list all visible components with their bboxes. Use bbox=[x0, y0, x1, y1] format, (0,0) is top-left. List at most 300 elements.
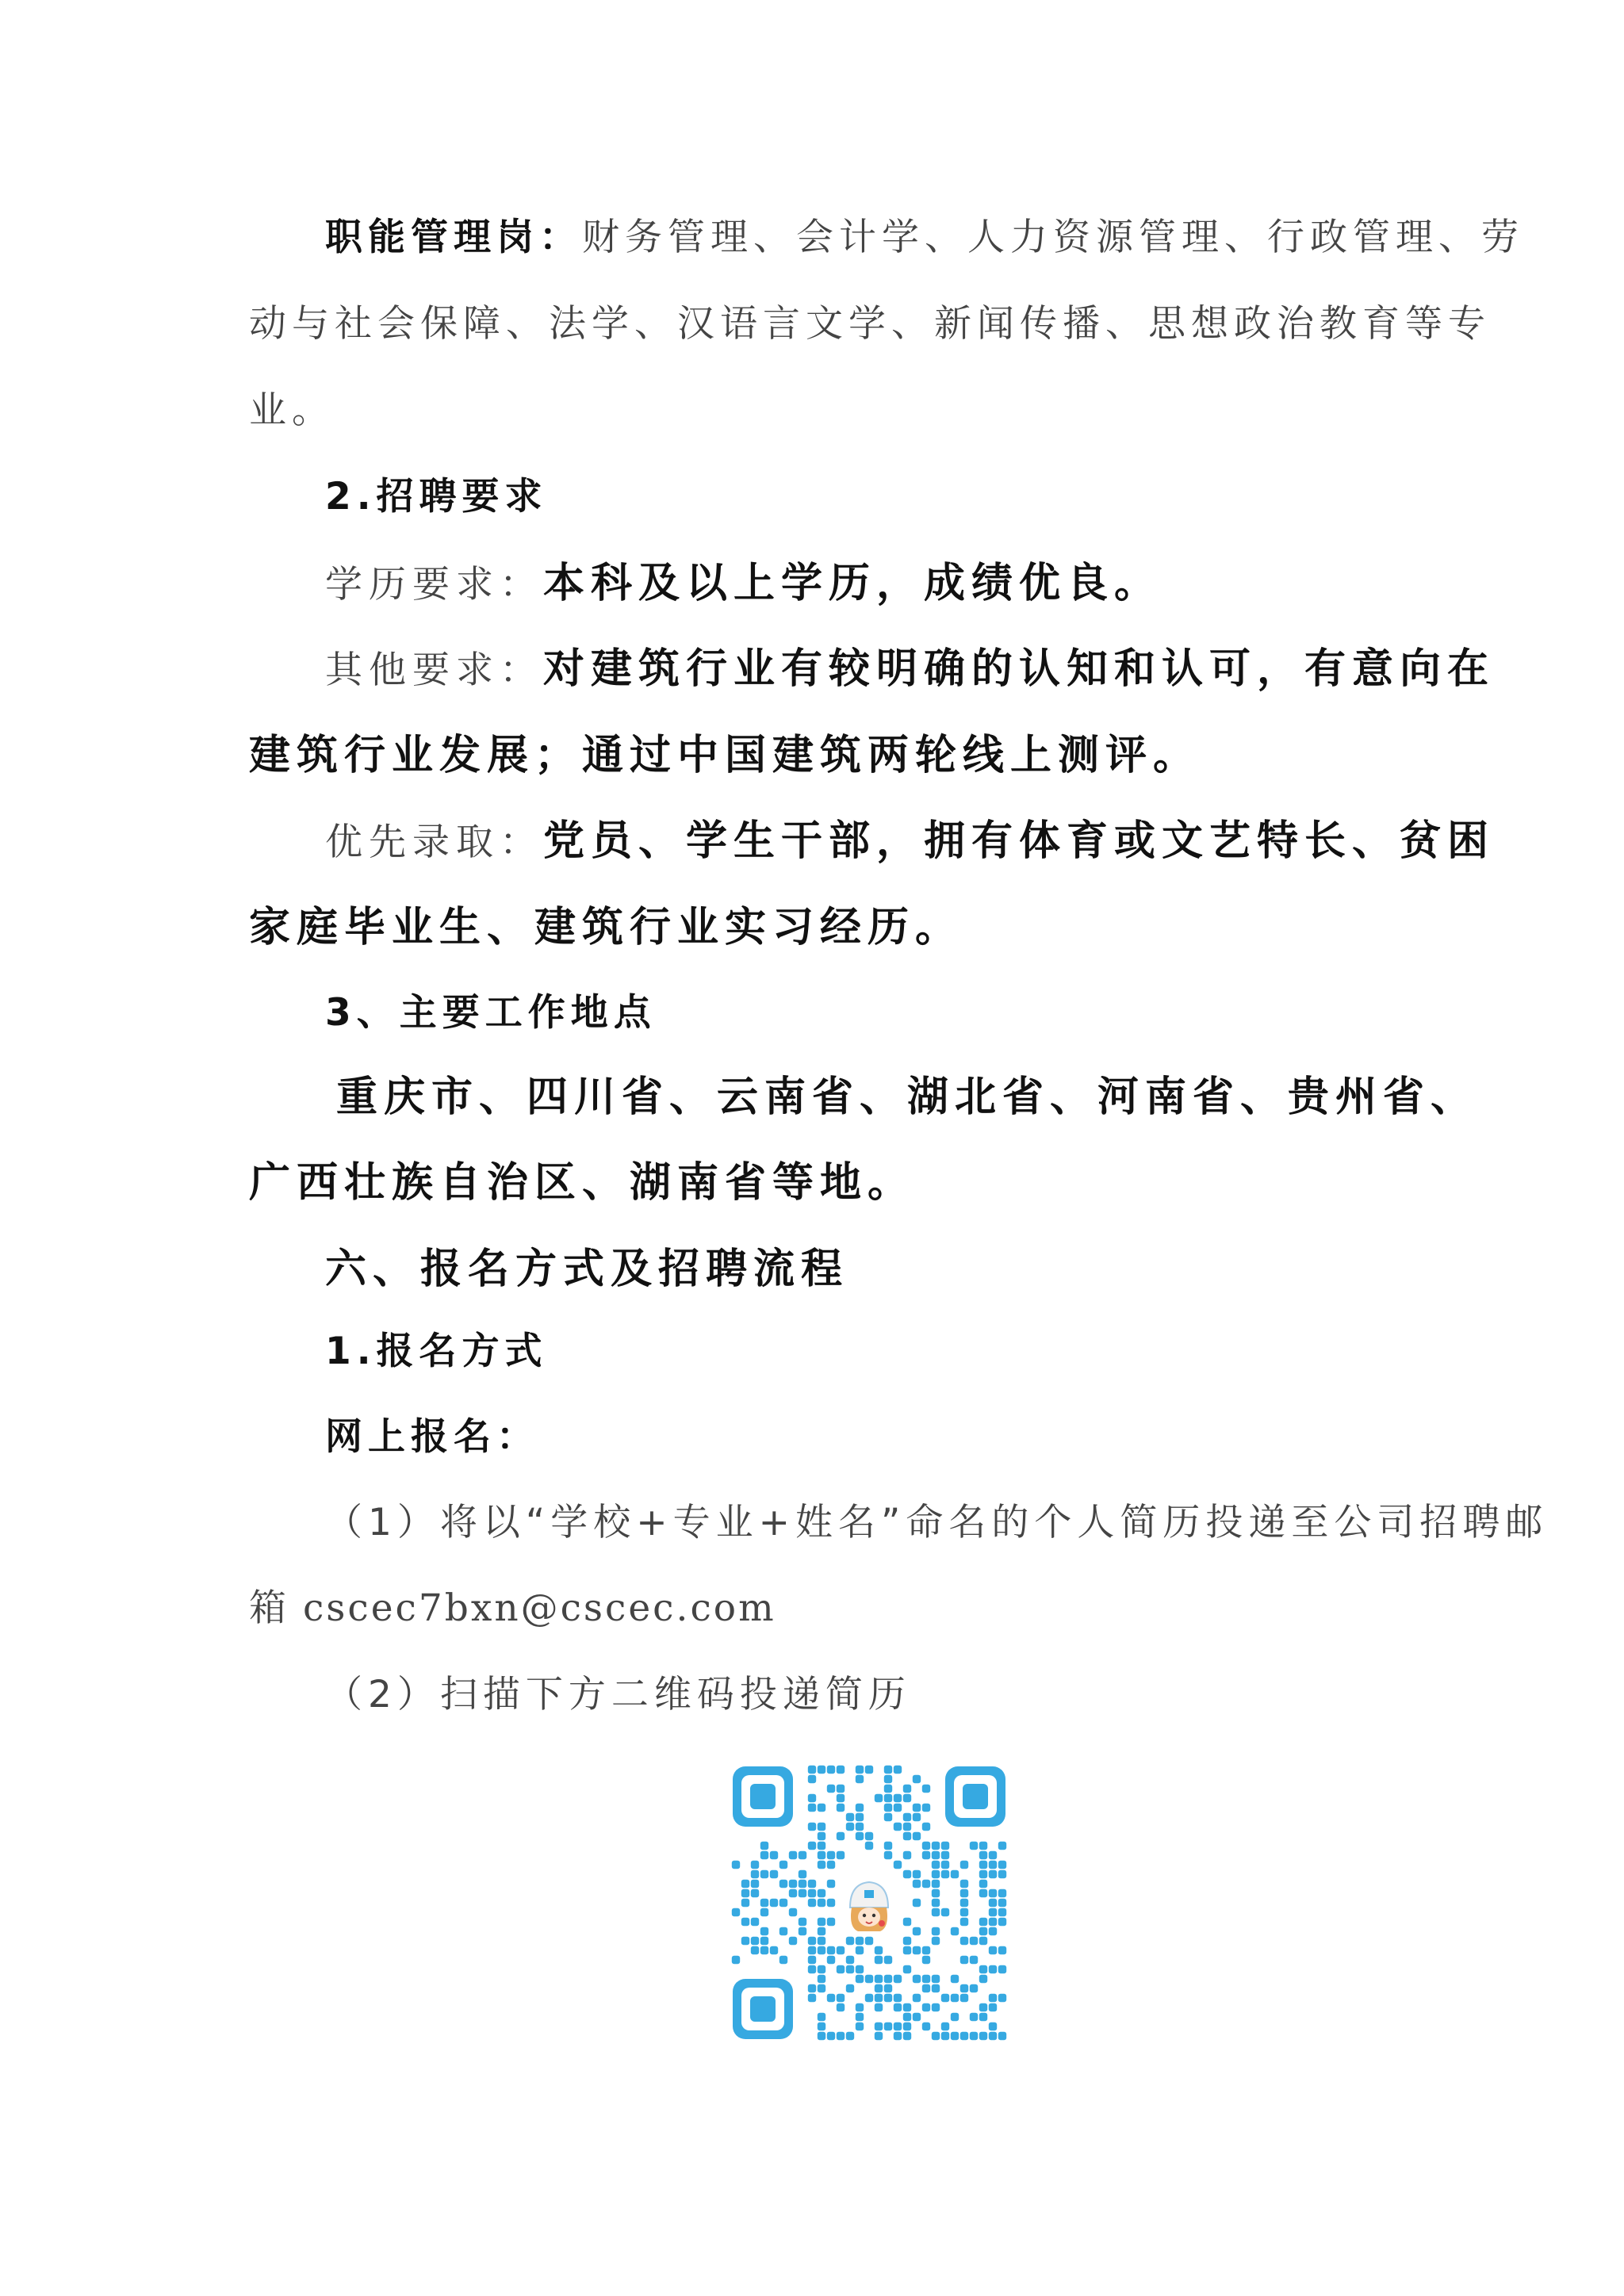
qr-module bbox=[989, 1946, 997, 1954]
qr-module bbox=[960, 1937, 968, 1945]
qr-module bbox=[808, 1899, 816, 1907]
qr-module bbox=[932, 1889, 940, 1897]
qr-module bbox=[865, 1832, 873, 1840]
qr-module bbox=[951, 2032, 959, 2040]
qr-module bbox=[846, 1813, 854, 1821]
qr-module bbox=[875, 1794, 883, 1802]
qr-module bbox=[827, 1946, 835, 1954]
qr-module bbox=[998, 1899, 1006, 1907]
qr-module bbox=[884, 1766, 892, 1774]
qr-module bbox=[818, 1937, 825, 1945]
qr-module bbox=[998, 1994, 1006, 2002]
qr-module bbox=[751, 1880, 759, 1888]
qr-module bbox=[884, 1851, 892, 1859]
qr-module bbox=[941, 1861, 949, 1869]
qr-module bbox=[818, 2022, 825, 2030]
qr-module bbox=[856, 1937, 864, 1945]
qr-module bbox=[818, 1861, 825, 1869]
qr-module bbox=[932, 1851, 940, 1859]
qr-module bbox=[894, 1861, 902, 1869]
qr-module bbox=[922, 1851, 930, 1859]
qr-module bbox=[856, 2022, 864, 2030]
qr-module bbox=[818, 1975, 825, 1983]
qr-module bbox=[837, 2003, 845, 2011]
qr-module bbox=[960, 1956, 968, 1964]
item2-line: （2）扫描下方二维码投递简历 bbox=[325, 1673, 911, 1716]
qr-module bbox=[837, 1804, 845, 1812]
priority-line-1 bbox=[325, 817, 1495, 867]
qr-module bbox=[903, 1851, 911, 1859]
qr-module bbox=[799, 1918, 806, 1926]
qr-module bbox=[818, 1823, 825, 1831]
qr-module bbox=[827, 2032, 835, 2040]
qr-module bbox=[779, 1861, 787, 1869]
qr-module bbox=[808, 1889, 816, 1897]
qr-module bbox=[808, 1804, 816, 1812]
qr-module bbox=[979, 1889, 987, 1897]
qr-module bbox=[903, 1832, 911, 1840]
qr-module bbox=[808, 1775, 816, 1783]
qr-module bbox=[818, 1804, 825, 1812]
qr-module bbox=[856, 1946, 864, 1954]
qr-module bbox=[751, 1889, 759, 1897]
qr-module bbox=[751, 1946, 759, 1954]
qr-module bbox=[799, 1880, 806, 1888]
qr-module bbox=[732, 1908, 740, 1916]
qr-module bbox=[922, 1946, 930, 1954]
qr-module bbox=[837, 1832, 845, 1840]
qr-module bbox=[846, 1965, 854, 1973]
qr-module bbox=[913, 1975, 921, 1983]
qr-module bbox=[979, 1965, 987, 1973]
qr-module bbox=[808, 1766, 816, 1774]
qr-module bbox=[818, 1851, 825, 1859]
qr-module bbox=[913, 1775, 921, 1783]
qr-module bbox=[979, 1861, 987, 1869]
qr-module bbox=[894, 1823, 902, 1831]
qr-module bbox=[989, 1870, 997, 1878]
qr-module bbox=[770, 1870, 778, 1878]
item1-line-1: （1）将以“学校+专业+姓名”命名的个人简历投递至公司招聘邮 bbox=[325, 1501, 1549, 1544]
qr-module bbox=[913, 1899, 921, 1907]
qr-module bbox=[827, 1785, 835, 1793]
qr-module bbox=[960, 1918, 968, 1926]
qr-module bbox=[894, 1794, 902, 1802]
qr-module bbox=[827, 1851, 835, 1859]
qr-module bbox=[970, 1956, 978, 1964]
qr-module bbox=[875, 1946, 883, 1954]
qr-module bbox=[913, 1832, 921, 1840]
qr-module bbox=[998, 1870, 1006, 1878]
qr-module bbox=[779, 1899, 787, 1907]
qr-module bbox=[837, 1946, 845, 1954]
qr-module bbox=[837, 1965, 845, 1973]
qr-module bbox=[827, 1918, 835, 1926]
qr-module bbox=[894, 2032, 902, 2040]
qr-module bbox=[856, 2003, 864, 2011]
qr-module bbox=[998, 1918, 1006, 1926]
qr-module bbox=[818, 1766, 825, 1774]
other-line-2: 建筑行业发展；通过中国建筑两轮线上测评。 bbox=[249, 732, 1201, 779]
qr-module bbox=[903, 1785, 911, 1793]
education-line bbox=[325, 559, 1162, 610]
qr-module bbox=[808, 1842, 816, 1850]
qr-module bbox=[989, 2022, 997, 2030]
qr-module bbox=[779, 1927, 787, 1935]
qr-module bbox=[827, 1956, 835, 1964]
qr-module bbox=[979, 1851, 987, 1859]
qr-module bbox=[856, 1975, 864, 1983]
qr-module bbox=[979, 1842, 987, 1850]
qr-module bbox=[837, 1785, 845, 1793]
qr-module bbox=[922, 2022, 930, 2030]
qr-module bbox=[884, 1813, 892, 1821]
qr-module bbox=[903, 1937, 911, 1945]
qr-module bbox=[932, 1984, 940, 1992]
qr-module bbox=[932, 2032, 940, 2040]
qr-module bbox=[970, 1937, 978, 1945]
qr-module bbox=[932, 1975, 940, 1983]
qr-module bbox=[960, 2032, 968, 2040]
qr-module bbox=[865, 1994, 873, 2002]
qr-module bbox=[998, 2032, 1006, 2040]
functional-line-3: 业。 bbox=[249, 388, 335, 432]
qr-module bbox=[998, 1946, 1006, 1954]
education-label: 学历要求： bbox=[325, 563, 543, 607]
qr-module bbox=[770, 1899, 778, 1907]
qr-module bbox=[751, 1918, 759, 1926]
qr-module bbox=[913, 1880, 921, 1888]
qr-module bbox=[922, 1880, 930, 1888]
qr-module bbox=[799, 1889, 806, 1897]
qr-module bbox=[970, 1984, 978, 1992]
qr-module bbox=[760, 1842, 768, 1850]
qr-module bbox=[998, 1965, 1006, 1973]
qr-module bbox=[922, 1984, 930, 1992]
qr-module bbox=[760, 1946, 768, 1954]
qr-module bbox=[818, 1832, 825, 1840]
qr-module bbox=[989, 1927, 997, 1935]
other-line-1 bbox=[325, 645, 1495, 695]
qr-module bbox=[941, 2032, 949, 2040]
qr-module bbox=[941, 1870, 949, 1878]
qr-module bbox=[960, 1899, 968, 1907]
priority-text-1: 党员、学生干部，拥有体育或文艺特长、贫困 bbox=[543, 817, 1496, 865]
qr-module bbox=[818, 2013, 825, 2021]
qr-module bbox=[789, 1880, 797, 1888]
qr-module bbox=[894, 2003, 902, 2011]
qr-module bbox=[856, 2013, 864, 2021]
qr-module bbox=[932, 1908, 940, 1916]
qr-module bbox=[741, 1918, 749, 1926]
qr-module bbox=[808, 1946, 816, 1954]
qr-module bbox=[751, 1870, 759, 1878]
qr-module bbox=[799, 1851, 806, 1859]
education-text: 本科及以上学历，成绩优良。 bbox=[543, 560, 1162, 607]
qr-module bbox=[922, 1956, 930, 1964]
qr-module bbox=[875, 2032, 883, 2040]
qr-module bbox=[760, 1899, 768, 1907]
qr-module bbox=[818, 1889, 825, 1897]
qr-module bbox=[760, 1937, 768, 1945]
qr-module bbox=[799, 1870, 806, 1878]
qr-module bbox=[751, 1861, 759, 1869]
functional-line-2: 动与社会保障、法学、汉语言文学、新闻传播、思想政治教育等专 bbox=[249, 302, 1491, 346]
qr-module bbox=[837, 1766, 845, 1774]
qr-module bbox=[732, 1861, 740, 1869]
qr-module bbox=[818, 1984, 825, 1992]
qr-module bbox=[989, 1889, 997, 1897]
qr-module bbox=[998, 1908, 1006, 1916]
qr-module bbox=[894, 1804, 902, 1812]
qr-module bbox=[856, 1823, 864, 1831]
qr-module bbox=[856, 1775, 864, 1783]
qr-module bbox=[865, 1842, 873, 1850]
qr-module bbox=[875, 2003, 883, 2011]
qr-module bbox=[989, 1899, 997, 1907]
qr-module bbox=[951, 1994, 959, 2002]
qr-module bbox=[941, 2022, 949, 2030]
qr-module bbox=[856, 1804, 864, 1812]
qr-module bbox=[894, 1975, 902, 1983]
qr-module bbox=[875, 1994, 883, 2002]
qr-module bbox=[799, 1927, 806, 1935]
qr-module bbox=[818, 1965, 825, 1973]
requirements-heading: 2.招聘要求 bbox=[325, 475, 548, 519]
qr-module bbox=[979, 1880, 987, 1888]
qr-module bbox=[837, 1994, 845, 2002]
qr-module bbox=[922, 1804, 930, 1812]
qr-module bbox=[979, 1870, 987, 1878]
qr-module bbox=[951, 1927, 959, 1935]
qr-module bbox=[818, 1946, 825, 1954]
qr-module bbox=[827, 1861, 835, 1869]
qr-module bbox=[913, 1813, 921, 1821]
qr-module bbox=[932, 1842, 940, 1850]
qr-module bbox=[922, 1975, 930, 1983]
qr-module bbox=[922, 2003, 930, 2011]
qr-module bbox=[932, 1880, 940, 1888]
qr-module bbox=[837, 1851, 845, 1859]
qr-module bbox=[751, 1937, 759, 1945]
qr-module bbox=[846, 1823, 854, 1831]
qr-module bbox=[846, 1984, 854, 1992]
qr-module bbox=[884, 1785, 892, 1793]
qr-module bbox=[818, 1899, 825, 1907]
online-signup-label: 网上报名： bbox=[325, 1415, 539, 1459]
qr-module bbox=[818, 1927, 825, 1935]
qr-module bbox=[979, 1927, 987, 1935]
qr-module bbox=[779, 1880, 787, 1888]
qr-module bbox=[808, 1823, 816, 1831]
functional-text-1: 财务管理、会计学、人力资源管理、行政管理、劳 bbox=[582, 216, 1524, 259]
qr-module bbox=[846, 2032, 854, 2040]
qr-module bbox=[894, 1994, 902, 2002]
qr-module bbox=[865, 1937, 873, 1945]
qr-module bbox=[922, 1842, 930, 1850]
qr-module bbox=[732, 1956, 740, 1964]
qr-module bbox=[884, 1956, 892, 1964]
qr-module bbox=[913, 1804, 921, 1812]
qr-module bbox=[827, 1899, 835, 1907]
qr-module bbox=[960, 1984, 968, 1992]
qr-module bbox=[770, 1946, 778, 1954]
qr-module bbox=[913, 1870, 921, 1878]
qr-module bbox=[960, 1880, 968, 1888]
qr-module bbox=[932, 2003, 940, 2011]
qr-module bbox=[989, 1918, 997, 1926]
item1-line-2-email: 箱 cscec7bxn@cscec.com bbox=[249, 1586, 776, 1630]
qr-module bbox=[903, 1965, 911, 1973]
qr-module bbox=[903, 1813, 911, 1821]
qr-code-icon bbox=[731, 1765, 1007, 2041]
qr-module bbox=[760, 1927, 768, 1935]
qr-module bbox=[903, 2013, 911, 2021]
qr-module bbox=[856, 1813, 864, 1821]
qr-module bbox=[741, 1937, 749, 1945]
qr-module bbox=[941, 1994, 949, 2002]
qr-module bbox=[913, 1946, 921, 1954]
qr-module bbox=[903, 2022, 911, 2030]
qr-module bbox=[894, 2022, 902, 2030]
qr-module bbox=[779, 1956, 787, 1964]
qr-module bbox=[979, 2013, 987, 2021]
qr-module bbox=[827, 1766, 835, 1774]
qr-module bbox=[760, 1870, 768, 1878]
qr-module bbox=[960, 1994, 968, 2002]
qr-module bbox=[989, 1851, 997, 1859]
qr-module bbox=[979, 2003, 987, 2011]
qr-module bbox=[989, 2003, 997, 2011]
locations-heading: 3、主要工作地点 bbox=[325, 991, 657, 1035]
qr-module bbox=[808, 1880, 816, 1888]
qr-module bbox=[894, 1766, 902, 1774]
qr-module bbox=[903, 2003, 911, 2011]
qr-module bbox=[941, 1908, 949, 1916]
qr-module bbox=[884, 1994, 892, 2002]
qr-module bbox=[808, 1965, 816, 1973]
priority-label: 优先录取： bbox=[325, 821, 543, 864]
qr-module bbox=[913, 1994, 921, 2002]
qr-module bbox=[998, 1861, 1006, 1869]
other-label: 其他要求： bbox=[325, 649, 543, 692]
qr-module bbox=[760, 1851, 768, 1859]
qr-module bbox=[913, 1927, 921, 1935]
qr-module bbox=[770, 1851, 778, 1859]
qr-module bbox=[998, 1889, 1006, 1897]
qr-module bbox=[922, 1823, 930, 1831]
qr-module bbox=[884, 1975, 892, 1983]
qr-module bbox=[865, 1975, 873, 1983]
qr-module bbox=[808, 1937, 816, 1945]
qr-module bbox=[913, 2013, 921, 2021]
priority-line-2: 家庭毕业生、建筑行业实习经历。 bbox=[249, 904, 963, 951]
qr-module bbox=[846, 1937, 854, 1945]
locations-line-1: 重庆市、四川省、云南省、湖北省、河南省、贵州省、 bbox=[336, 1073, 1479, 1121]
other-text-1: 对建筑行业有较明确的认知和认可，有意向在 bbox=[543, 645, 1496, 693]
qr-module bbox=[741, 1889, 749, 1897]
qr-module bbox=[789, 1851, 797, 1859]
qr-module bbox=[884, 1984, 892, 1992]
qr-module bbox=[875, 1956, 883, 1964]
qr-module bbox=[979, 1918, 987, 1926]
qr-module bbox=[789, 1937, 797, 1945]
qr-module bbox=[808, 1994, 816, 2002]
qr-module bbox=[932, 1927, 940, 1935]
qr-module bbox=[951, 1870, 959, 1878]
qr-module bbox=[903, 2032, 911, 2040]
qr-module bbox=[827, 1880, 835, 1888]
qr-module bbox=[818, 2032, 825, 2040]
qr-module bbox=[789, 1889, 797, 1897]
qr-module bbox=[932, 1861, 940, 1869]
section6-heading: 六、报名方式及招聘流程 bbox=[325, 1246, 849, 1293]
qr-module bbox=[741, 1899, 749, 1907]
qr-center-mascot bbox=[842, 1876, 896, 1934]
qr-module bbox=[960, 1908, 968, 1916]
qr-module bbox=[884, 1794, 892, 1802]
qr-module bbox=[856, 1965, 864, 1973]
qr-module bbox=[970, 2032, 978, 2040]
qr-module bbox=[922, 1785, 930, 1793]
qr-module bbox=[760, 1908, 768, 1916]
qr-module bbox=[884, 2022, 892, 2030]
qr-module bbox=[989, 1965, 997, 1973]
qr-module bbox=[875, 2022, 883, 2030]
qr-module bbox=[932, 1870, 940, 1878]
signup-method-heading: 1.报名方式 bbox=[325, 1330, 548, 1373]
functional-label: 职能管理岗： bbox=[325, 216, 582, 259]
qr-module bbox=[818, 1842, 825, 1850]
qr-module bbox=[818, 1918, 825, 1926]
qr-module bbox=[979, 1975, 987, 1983]
qr-module bbox=[998, 1842, 1006, 1850]
qr-module bbox=[989, 1908, 997, 1916]
qr-module bbox=[856, 1832, 864, 1840]
qr-module bbox=[970, 2013, 978, 2021]
qr-module bbox=[960, 1861, 968, 1869]
qr-module bbox=[884, 1804, 892, 1812]
qr-module bbox=[856, 1766, 864, 1774]
qr-module bbox=[827, 1994, 835, 2002]
qr-module bbox=[789, 1908, 797, 1916]
qr-module bbox=[970, 1842, 978, 1850]
qr-module bbox=[903, 1794, 911, 1802]
qr-module bbox=[979, 1937, 987, 1945]
qr-module bbox=[932, 1937, 940, 1945]
qr-module bbox=[884, 1775, 892, 1783]
functional-line-1 bbox=[325, 216, 1524, 260]
qr-module bbox=[903, 1870, 911, 1878]
qr-module bbox=[951, 1975, 959, 1983]
qr-module bbox=[846, 1956, 854, 1964]
qr-module bbox=[884, 1842, 892, 1850]
qr-module bbox=[808, 1956, 816, 1964]
qr-module bbox=[979, 2032, 987, 2040]
qr-module bbox=[903, 1946, 911, 1954]
qr-module bbox=[989, 1994, 997, 2002]
qr-module bbox=[951, 2013, 959, 2021]
qr-module bbox=[903, 1918, 911, 1926]
qr-module bbox=[989, 2032, 997, 2040]
qr-module bbox=[808, 1984, 816, 1992]
qr-module bbox=[837, 1794, 845, 1802]
qr-module bbox=[865, 1766, 873, 1774]
qr-module bbox=[932, 1899, 940, 1907]
qr-module bbox=[941, 1842, 949, 1850]
qr-module bbox=[903, 1823, 911, 1831]
qr-module bbox=[941, 1851, 949, 1859]
